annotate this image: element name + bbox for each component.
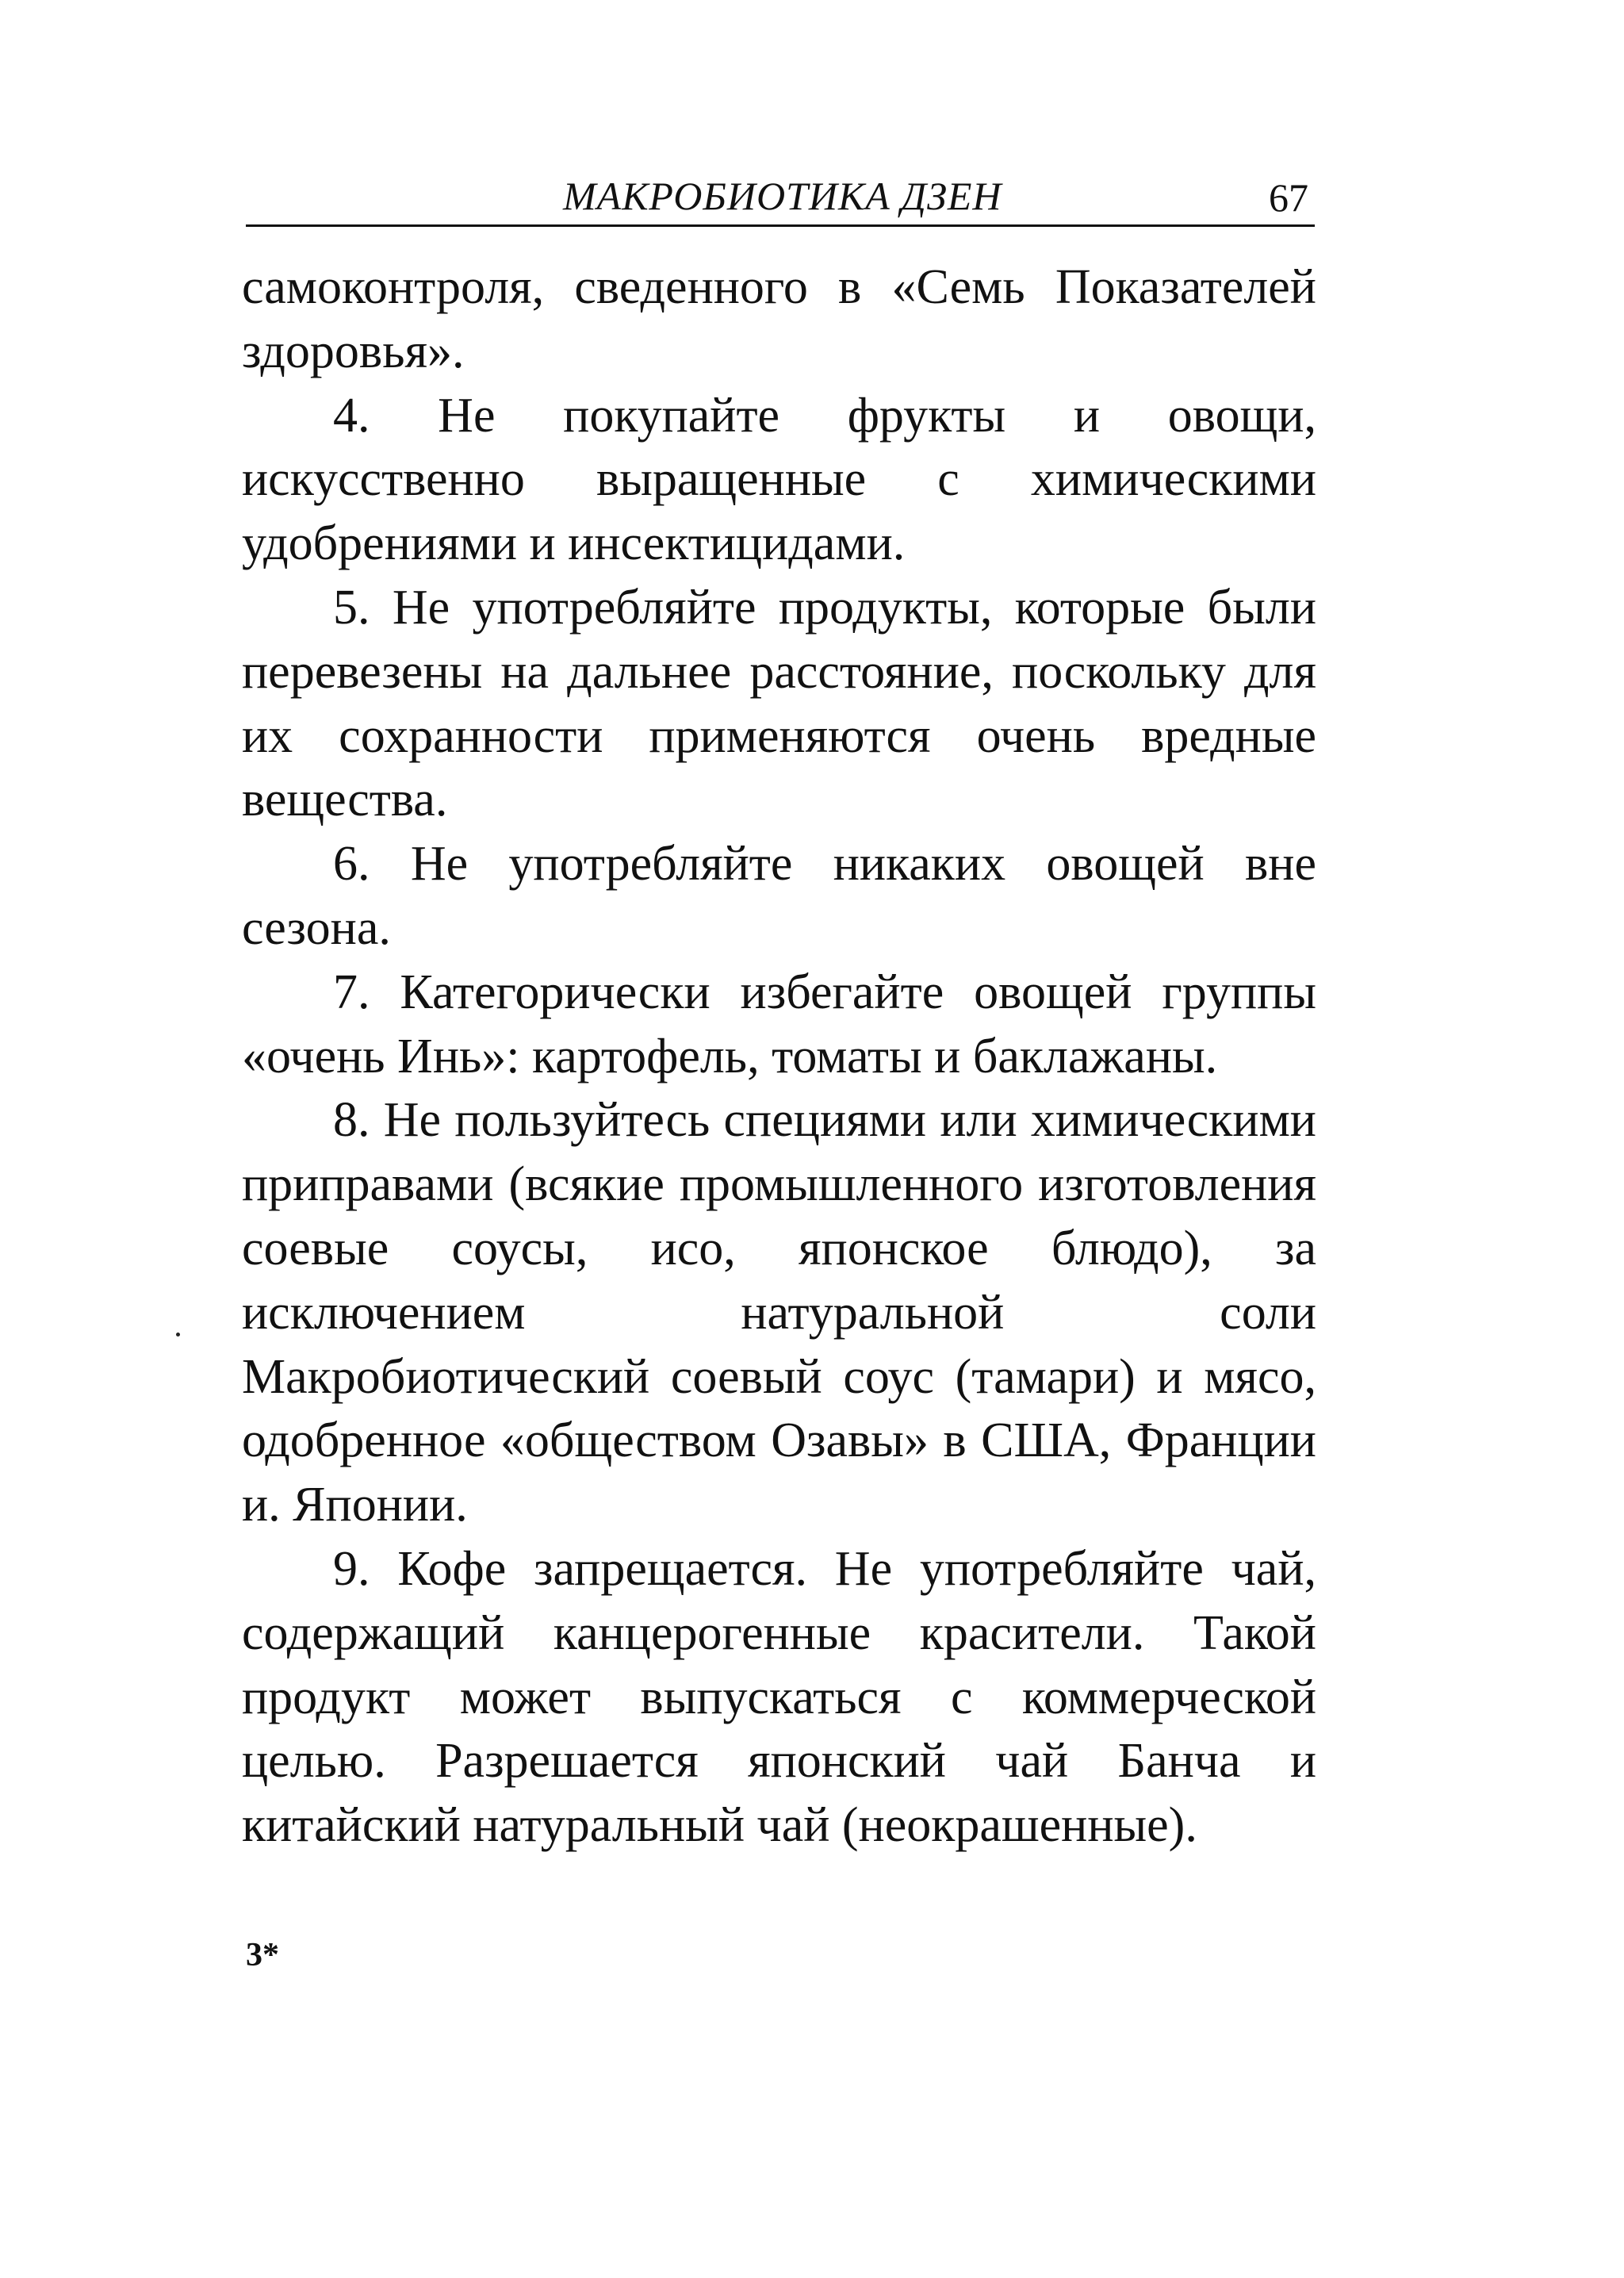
- body-text: [242, 255, 1316, 1858]
- paragraph-item-5: 5. Не употребляйте продукты, которые были перевезены на дальнее расстояние, поскольку для их сохранности применяются очень вредные вещества.: [242, 580, 1316, 827]
- paragraph-item-9: 9. Кофе запрещается. Не употребляйте чай, содержащий канцерогенные красители. Такой продукт может выпускаться с коммерческой целью. Разрешается японский чай Банча и китайский натуральный чай (неокрашенные).: [242, 1541, 1316, 1853]
- paragraph-item-6: 6. Не употребляйте никаких овощей вне сезона.: [242, 837, 1316, 955]
- running-title: МАКРОБИОТИКА ДЗЕН: [563, 174, 1002, 218]
- paragraph-continuation: самоконтроля, сведенного в «Семь Показателей здоровья».: [242, 260, 1316, 378]
- paragraph-item-7: 7. Категорически избегайте овощей группы «очень Инь»: картофель, томаты и баклажаны.: [242, 965, 1316, 1083]
- paragraph-item-8: 8. Не пользуйтесь специями или химическими приправами (всякие промышленного изготовления соевые соусы, исо, японское блюдо), за исключением натуральной соли Макробиотический соевый соус (тамари) и мясо, одобренное «обществом Озавы» в США, Франции и. Японии.: [242, 1093, 1316, 1532]
- header-rule: [246, 224, 1315, 227]
- printer-signature-mark: 3*: [246, 1937, 279, 1973]
- page-number: 67: [1269, 175, 1308, 220]
- paragraph-item-4: 4. Не покупайте фрукты и овощи, искусственно выращенные с химическими удобрениями и инсектицидами.: [242, 388, 1316, 571]
- running-header: [246, 168, 1315, 224]
- stray-ink-dot: [176, 1333, 180, 1337]
